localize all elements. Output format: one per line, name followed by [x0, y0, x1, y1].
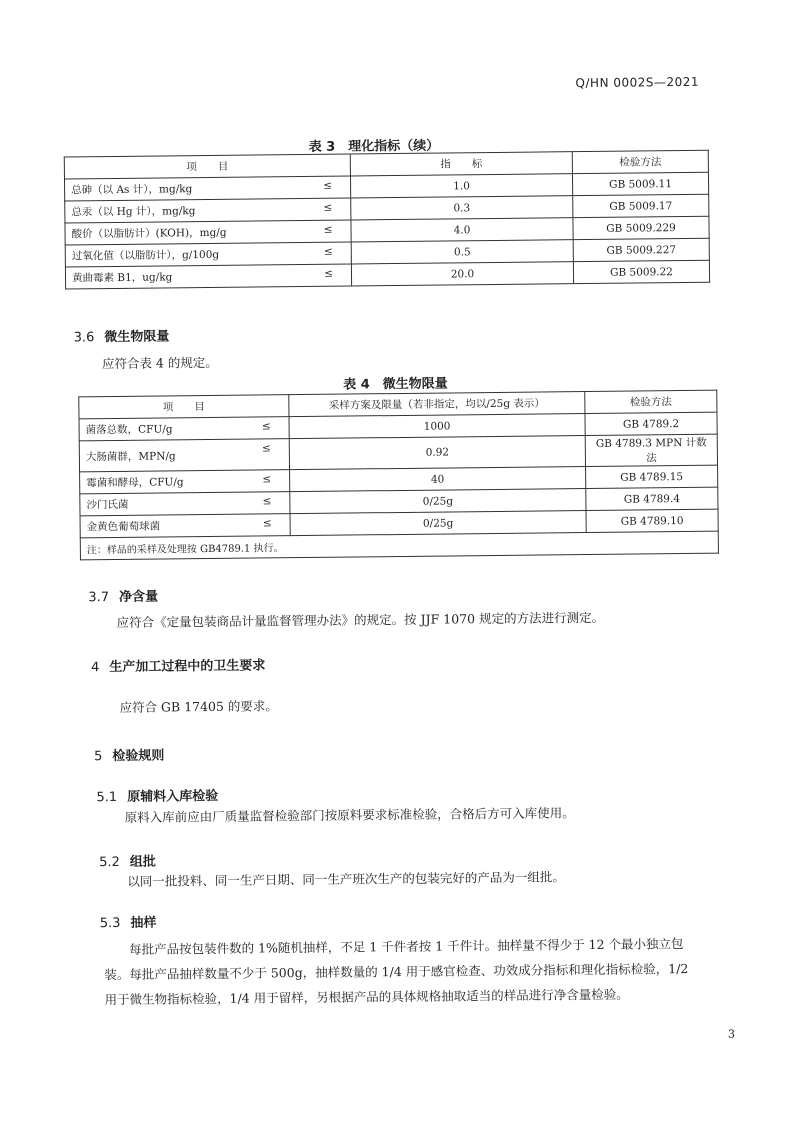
row-value: 0.3: [351, 196, 573, 220]
section-number: 3.7: [88, 590, 110, 606]
document-code: Q/HN 0002S—2021: [575, 74, 700, 91]
section-5-heading: [94, 744, 164, 764]
section-number: 3.6: [73, 330, 95, 346]
row-value: 0/25g: [290, 511, 586, 536]
section-5-3-heading: [100, 912, 157, 932]
row-value: 20.0: [351, 262, 573, 286]
table4: [78, 390, 719, 561]
row-item: 霉菌和酵母，CFU/g: [86, 476, 184, 490]
section-3-7-text: 应符合《定量包装商品计量监督管理办法》的规定。按 JJF 1070 规定的方法进行测定。: [116, 609, 605, 630]
row-item: 酸价（以脂肪计）(KOH)，mg/g: [71, 226, 227, 241]
table3-header-item: 项 目: [64, 154, 350, 179]
row-method: GB 4789.4: [586, 487, 718, 510]
section-number: 5.3: [99, 915, 121, 932]
table4-header-item: 项 目: [79, 395, 289, 419]
section-5-1-heading: [96, 785, 218, 805]
row-value: 1000: [289, 414, 585, 439]
section-4-heading: [91, 654, 265, 675]
table3: [64, 150, 710, 290]
section-title: 检验规则: [112, 748, 165, 765]
section-number: 5: [93, 749, 103, 765]
row-method: GB 5009.11: [572, 172, 708, 195]
section-title: 微生物限量: [104, 329, 170, 346]
section-5-1-text: 原料入库前应由厂质量监督检验部门按原料要求标准检验，合格后方可入库使用。: [124, 805, 575, 825]
row-item: 总砷（以 As 计），mg/kg: [71, 183, 193, 197]
table4-header-method: 检验方法: [585, 390, 717, 413]
section-5-2-text: 以同一批投料、同一生产日期、同一生产班次生产的包装完好的产品为一组批。: [127, 869, 565, 889]
section-title: 组批: [129, 854, 156, 870]
le-symbol: ≤: [323, 179, 333, 192]
row-item: 菌落总数，CFU/g: [85, 423, 173, 437]
le-symbol: ≤: [262, 495, 272, 508]
row-item: 金黄色葡萄球菌: [86, 520, 161, 534]
row-value: 4.0: [351, 218, 573, 242]
section-number: 5.2: [99, 854, 120, 871]
table3-header-value: 指 标: [350, 152, 572, 176]
row-method: GB 5009.227: [573, 238, 709, 261]
row-method: GB 4789.2: [585, 412, 717, 435]
section-title: 原辅料入库检验: [127, 788, 219, 805]
le-symbol: ≤: [262, 473, 272, 486]
section-3-7-heading: [88, 586, 158, 606]
row-item: 总汞（以 Hg 计），mg/kg: [71, 205, 196, 219]
section-3-6-text: 应符合表 4 的规定。: [101, 354, 218, 372]
table4-note: 注：样品的采样及处理按 GB4789.1 执行。: [80, 531, 718, 560]
row-value: 40: [290, 467, 586, 492]
section-4-text: 应符合 GB 17405 的要求。: [119, 698, 278, 715]
le-symbol: ≤: [323, 223, 333, 236]
le-symbol: ≤: [324, 267, 334, 280]
page-number: 3: [727, 1027, 736, 1041]
row-method: GB 5009.17: [573, 194, 709, 217]
row-item: 沙门氏菌: [86, 498, 129, 512]
section-5-2-heading: [99, 851, 156, 871]
section-title: 抽样: [130, 915, 157, 931]
section-title: 净含量: [118, 589, 159, 605]
section-number: 4: [91, 660, 100, 676]
row-method: GB 4789.10: [586, 509, 718, 532]
row-method: GB 5009.229: [573, 216, 709, 239]
row-value: 0/25g: [290, 489, 586, 514]
table3-caption: 表 3 理化指标（续）: [308, 138, 440, 155]
le-symbol: ≤: [323, 245, 333, 258]
table3-header-method: 检验方法: [572, 150, 708, 173]
row-item: 黄曲霉素 B1，ug/kg: [71, 271, 173, 285]
le-symbol: ≤: [261, 442, 271, 455]
table4-caption: 表 4 微生物限量: [343, 376, 448, 393]
section-5-3-text: 每批产品按包装件数的 1%随机抽样，不足 1 千件者按 1 千件计。抽样量不得少于 12 个最小独立包装。每批产品抽样数量不少于 500g，抽样数量的 1/4 用于感官检查、功效成分指标和理化指标检验，1/2 用于微生物指标检验，1/4 用于留样，另根据产品的具体规格抽取适当的样品进行净含量检验。: [104, 936, 689, 1008]
row-method: GB 5009.22: [573, 260, 709, 283]
section-number: 5.1: [96, 789, 118, 806]
section-title: 生产加工过程中的卫生要求: [109, 658, 266, 676]
row-value: 0.92: [289, 436, 585, 470]
row-method: GB 4789.15: [586, 465, 718, 488]
table4-header-value: 采样方案及限量（若非指定，均以/25g 表示）: [289, 392, 585, 417]
row-method: GB 4789.3 MPN 计数法: [585, 434, 717, 466]
le-symbol: ≤: [262, 517, 272, 530]
le-symbol: ≤: [323, 201, 333, 214]
row-item: 大肠菌群，MPN/g: [85, 449, 176, 463]
row-value: 1.0: [350, 174, 572, 198]
section-3-6-heading: [74, 325, 170, 345]
row-value: 0.5: [351, 240, 573, 264]
row-item: 过氧化值（以脂肪计），g/100g: [71, 248, 220, 263]
le-symbol: ≤: [261, 420, 271, 433]
